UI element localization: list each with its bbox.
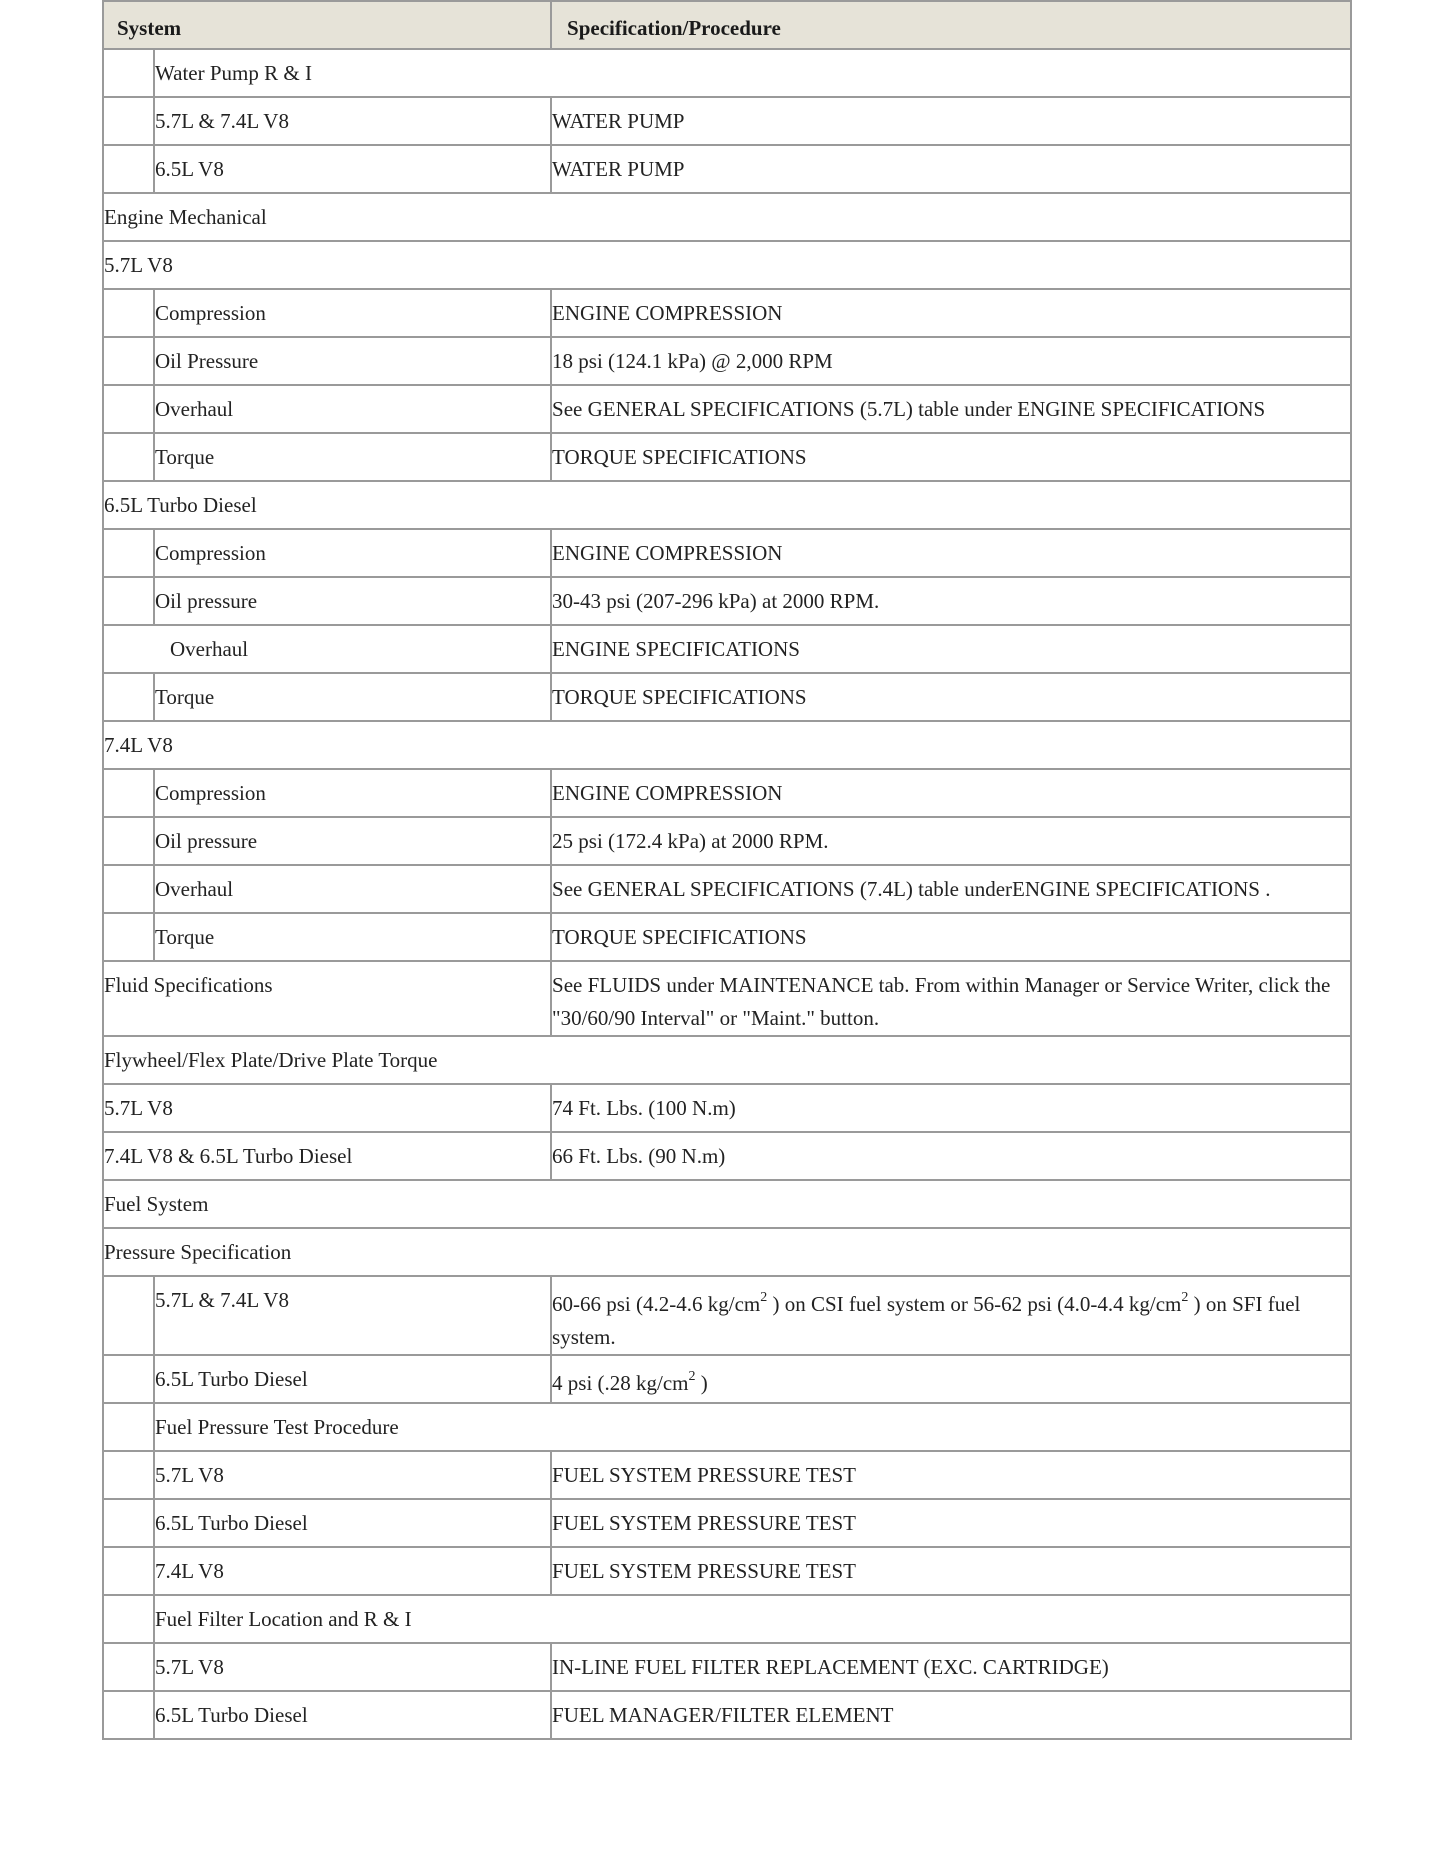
- indent-cell: [103, 769, 154, 817]
- indent-cell: [103, 1595, 154, 1643]
- table-row: [103, 145, 1351, 193]
- table-header-row: [103, 1, 1351, 49]
- table-row: [103, 1036, 1351, 1084]
- subsection-6-5l: 6.5L Turbo Diesel: [103, 481, 1351, 529]
- system-cell: 6.5L Turbo Diesel: [154, 1691, 551, 1739]
- spec-link[interactable]: TORQUE SPECIFICATIONS: [551, 913, 1351, 961]
- table-row: [103, 433, 1351, 481]
- indent-cell: [103, 1403, 154, 1451]
- table-row: [103, 865, 1351, 913]
- section-fluid-specifications: Fluid Specifications: [103, 961, 551, 1036]
- system-cell: 7.4L V8 & 6.5L Turbo Diesel: [103, 1132, 551, 1180]
- spec-text: ) on CSI fuel system or 56-62 psi (4.0-4.4 kg/cm: [767, 1292, 1182, 1316]
- system-cell: Torque: [154, 433, 551, 481]
- spec-text: 4 psi (.28 kg/cm: [552, 1371, 689, 1395]
- system-cell: 6.5L Turbo Diesel: [154, 1499, 551, 1547]
- table-row: [103, 577, 1351, 625]
- table-row: [103, 1547, 1351, 1595]
- spec-value: [551, 1355, 1351, 1403]
- spec-text: 60-66 psi (4.2-4.6 kg/cm: [552, 1292, 761, 1316]
- table-row: [103, 193, 1351, 241]
- table-row: [103, 1180, 1351, 1228]
- subsection-7-4l: 7.4L V8: [103, 721, 1351, 769]
- superscript: 2: [1181, 1290, 1189, 1305]
- subsection-5-7l: 5.7L V8: [103, 241, 1351, 289]
- table-row: [103, 337, 1351, 385]
- system-cell: Oil pressure: [154, 577, 551, 625]
- system-cell: Compression: [154, 289, 551, 337]
- superscript: 2: [688, 1369, 696, 1384]
- table-row: [103, 289, 1351, 337]
- table-row: [103, 673, 1351, 721]
- table-row: [103, 529, 1351, 577]
- system-cell: 6.5L V8: [154, 145, 551, 193]
- table-row: [103, 1451, 1351, 1499]
- indent-cell: [103, 1691, 154, 1739]
- indent-cell: [103, 577, 154, 625]
- system-cell: Overhaul: [103, 625, 551, 673]
- table-row: [103, 1084, 1351, 1132]
- spec-value[interactable]: See GENERAL SPECIFICATIONS (5.7L) table under ENGINE SPECIFICATIONS: [551, 385, 1351, 433]
- system-cell: 5.7L & 7.4L V8: [154, 1276, 551, 1355]
- indent-cell: [103, 97, 154, 145]
- system-cell: 5.7L & 7.4L V8: [154, 97, 551, 145]
- subsection-pressure-specification: Pressure Specification: [103, 1228, 1351, 1276]
- table-row: [103, 1355, 1351, 1403]
- spec-value: 18 psi (124.1 kPa) @ 2,000 RPM: [551, 337, 1351, 385]
- spec-link[interactable]: FUEL SYSTEM PRESSURE TEST: [551, 1451, 1351, 1499]
- spec-text: ) on SFI fuel system.: [552, 1292, 1301, 1349]
- spec-link[interactable]: TORQUE SPECIFICATIONS: [551, 673, 1351, 721]
- indent-cell: [103, 1451, 154, 1499]
- table-row: [103, 817, 1351, 865]
- table-row: [103, 1276, 1351, 1355]
- subsection-water-pump: Water Pump R & I: [154, 49, 1351, 97]
- spec-value[interactable]: See GENERAL SPECIFICATIONS (7.4L) table underENGINE SPECIFICATIONS .: [551, 865, 1351, 913]
- system-cell: 5.7L V8: [103, 1084, 551, 1132]
- indent-cell: [103, 145, 154, 193]
- table-row: [103, 625, 1351, 673]
- indent-cell: [103, 817, 154, 865]
- superscript: 2: [760, 1290, 768, 1305]
- indent-cell: [103, 1547, 154, 1595]
- subsection-fuel-pressure-test: Fuel Pressure Test Procedure: [154, 1403, 1351, 1451]
- table-row: [103, 97, 1351, 145]
- system-cell: Overhaul: [154, 385, 551, 433]
- table-row: [103, 1132, 1351, 1180]
- indent-cell: [103, 289, 154, 337]
- table-row: [103, 1499, 1351, 1547]
- indent-cell: [103, 529, 154, 577]
- system-cell: 6.5L Turbo Diesel: [154, 1355, 551, 1403]
- spec-value: 30-43 psi (207-296 kPa) at 2000 RPM.: [551, 577, 1351, 625]
- table-row: [103, 769, 1351, 817]
- system-cell: Compression: [154, 769, 551, 817]
- spec-table: [102, 0, 1352, 1740]
- spec-link[interactable]: FUEL MANAGER/FILTER ELEMENT: [551, 1691, 1351, 1739]
- table-row: [103, 1403, 1351, 1451]
- table-row: [103, 241, 1351, 289]
- table-row: [103, 49, 1351, 97]
- table-row: [103, 481, 1351, 529]
- indent-cell: [103, 1276, 154, 1355]
- spec-link[interactable]: FUEL SYSTEM PRESSURE TEST: [551, 1499, 1351, 1547]
- section-engine-mechanical: Engine Mechanical: [103, 193, 1351, 241]
- header-system: System: [103, 1, 551, 49]
- section-fuel-system: Fuel System: [103, 1180, 1351, 1228]
- header-spec: Specification/Procedure: [551, 1, 1351, 49]
- spec-value: [551, 1276, 1351, 1355]
- table-row: [103, 1595, 1351, 1643]
- system-cell: Torque: [154, 673, 551, 721]
- indent-cell: [103, 865, 154, 913]
- table-row: [103, 1691, 1351, 1739]
- table-row: [103, 961, 1351, 1036]
- table-row: [103, 1228, 1351, 1276]
- spec-link[interactable]: FUEL SYSTEM PRESSURE TEST: [551, 1547, 1351, 1595]
- table-row: [103, 721, 1351, 769]
- table-row: [103, 913, 1351, 961]
- spec-link[interactable]: ENGINE COMPRESSION: [551, 529, 1351, 577]
- spec-value[interactable]: See FLUIDS under MAINTENANCE tab. From within Manager or Service Writer, click the "30/60/90 Interval" or "Maint." button.: [551, 961, 1351, 1036]
- table-row: [103, 1643, 1351, 1691]
- spec-link[interactable]: ENGINE COMPRESSION: [551, 769, 1351, 817]
- subsection-fuel-filter: Fuel Filter Location and R & I: [154, 1595, 1351, 1643]
- indent-cell: [103, 385, 154, 433]
- indent-cell: [103, 1355, 154, 1403]
- spec-link[interactable]: ENGINE SPECIFICATIONS: [551, 625, 1351, 673]
- indent-cell: [103, 337, 154, 385]
- spec-link[interactable]: WATER PUMP: [551, 145, 1351, 193]
- system-cell: Torque: [154, 913, 551, 961]
- spec-text: ): [695, 1371, 708, 1395]
- system-cell: Compression: [154, 529, 551, 577]
- spec-link[interactable]: WATER PUMP: [551, 97, 1351, 145]
- indent-cell: [103, 1643, 154, 1691]
- spec-value: 66 Ft. Lbs. (90 N.m): [551, 1132, 1351, 1180]
- spec-value: 25 psi (172.4 kPa) at 2000 RPM.: [551, 817, 1351, 865]
- system-cell: Overhaul: [154, 865, 551, 913]
- indent-cell: [103, 433, 154, 481]
- indent-cell: [103, 49, 154, 97]
- spec-link[interactable]: TORQUE SPECIFICATIONS: [551, 433, 1351, 481]
- system-cell: Oil pressure: [154, 817, 551, 865]
- spec-link[interactable]: IN-LINE FUEL FILTER REPLACEMENT (EXC. CARTRIDGE): [551, 1643, 1351, 1691]
- section-flywheel-torque: Flywheel/Flex Plate/Drive Plate Torque: [103, 1036, 1351, 1084]
- system-cell: Oil Pressure: [154, 337, 551, 385]
- spec-link[interactable]: ENGINE COMPRESSION: [551, 289, 1351, 337]
- indent-cell: [103, 1499, 154, 1547]
- system-cell: 5.7L V8: [154, 1643, 551, 1691]
- table-row: [103, 385, 1351, 433]
- indent-cell: [103, 913, 154, 961]
- system-cell: 5.7L V8: [154, 1451, 551, 1499]
- system-cell: 7.4L V8: [154, 1547, 551, 1595]
- spec-value: 74 Ft. Lbs. (100 N.m): [551, 1084, 1351, 1132]
- indent-cell: [103, 673, 154, 721]
